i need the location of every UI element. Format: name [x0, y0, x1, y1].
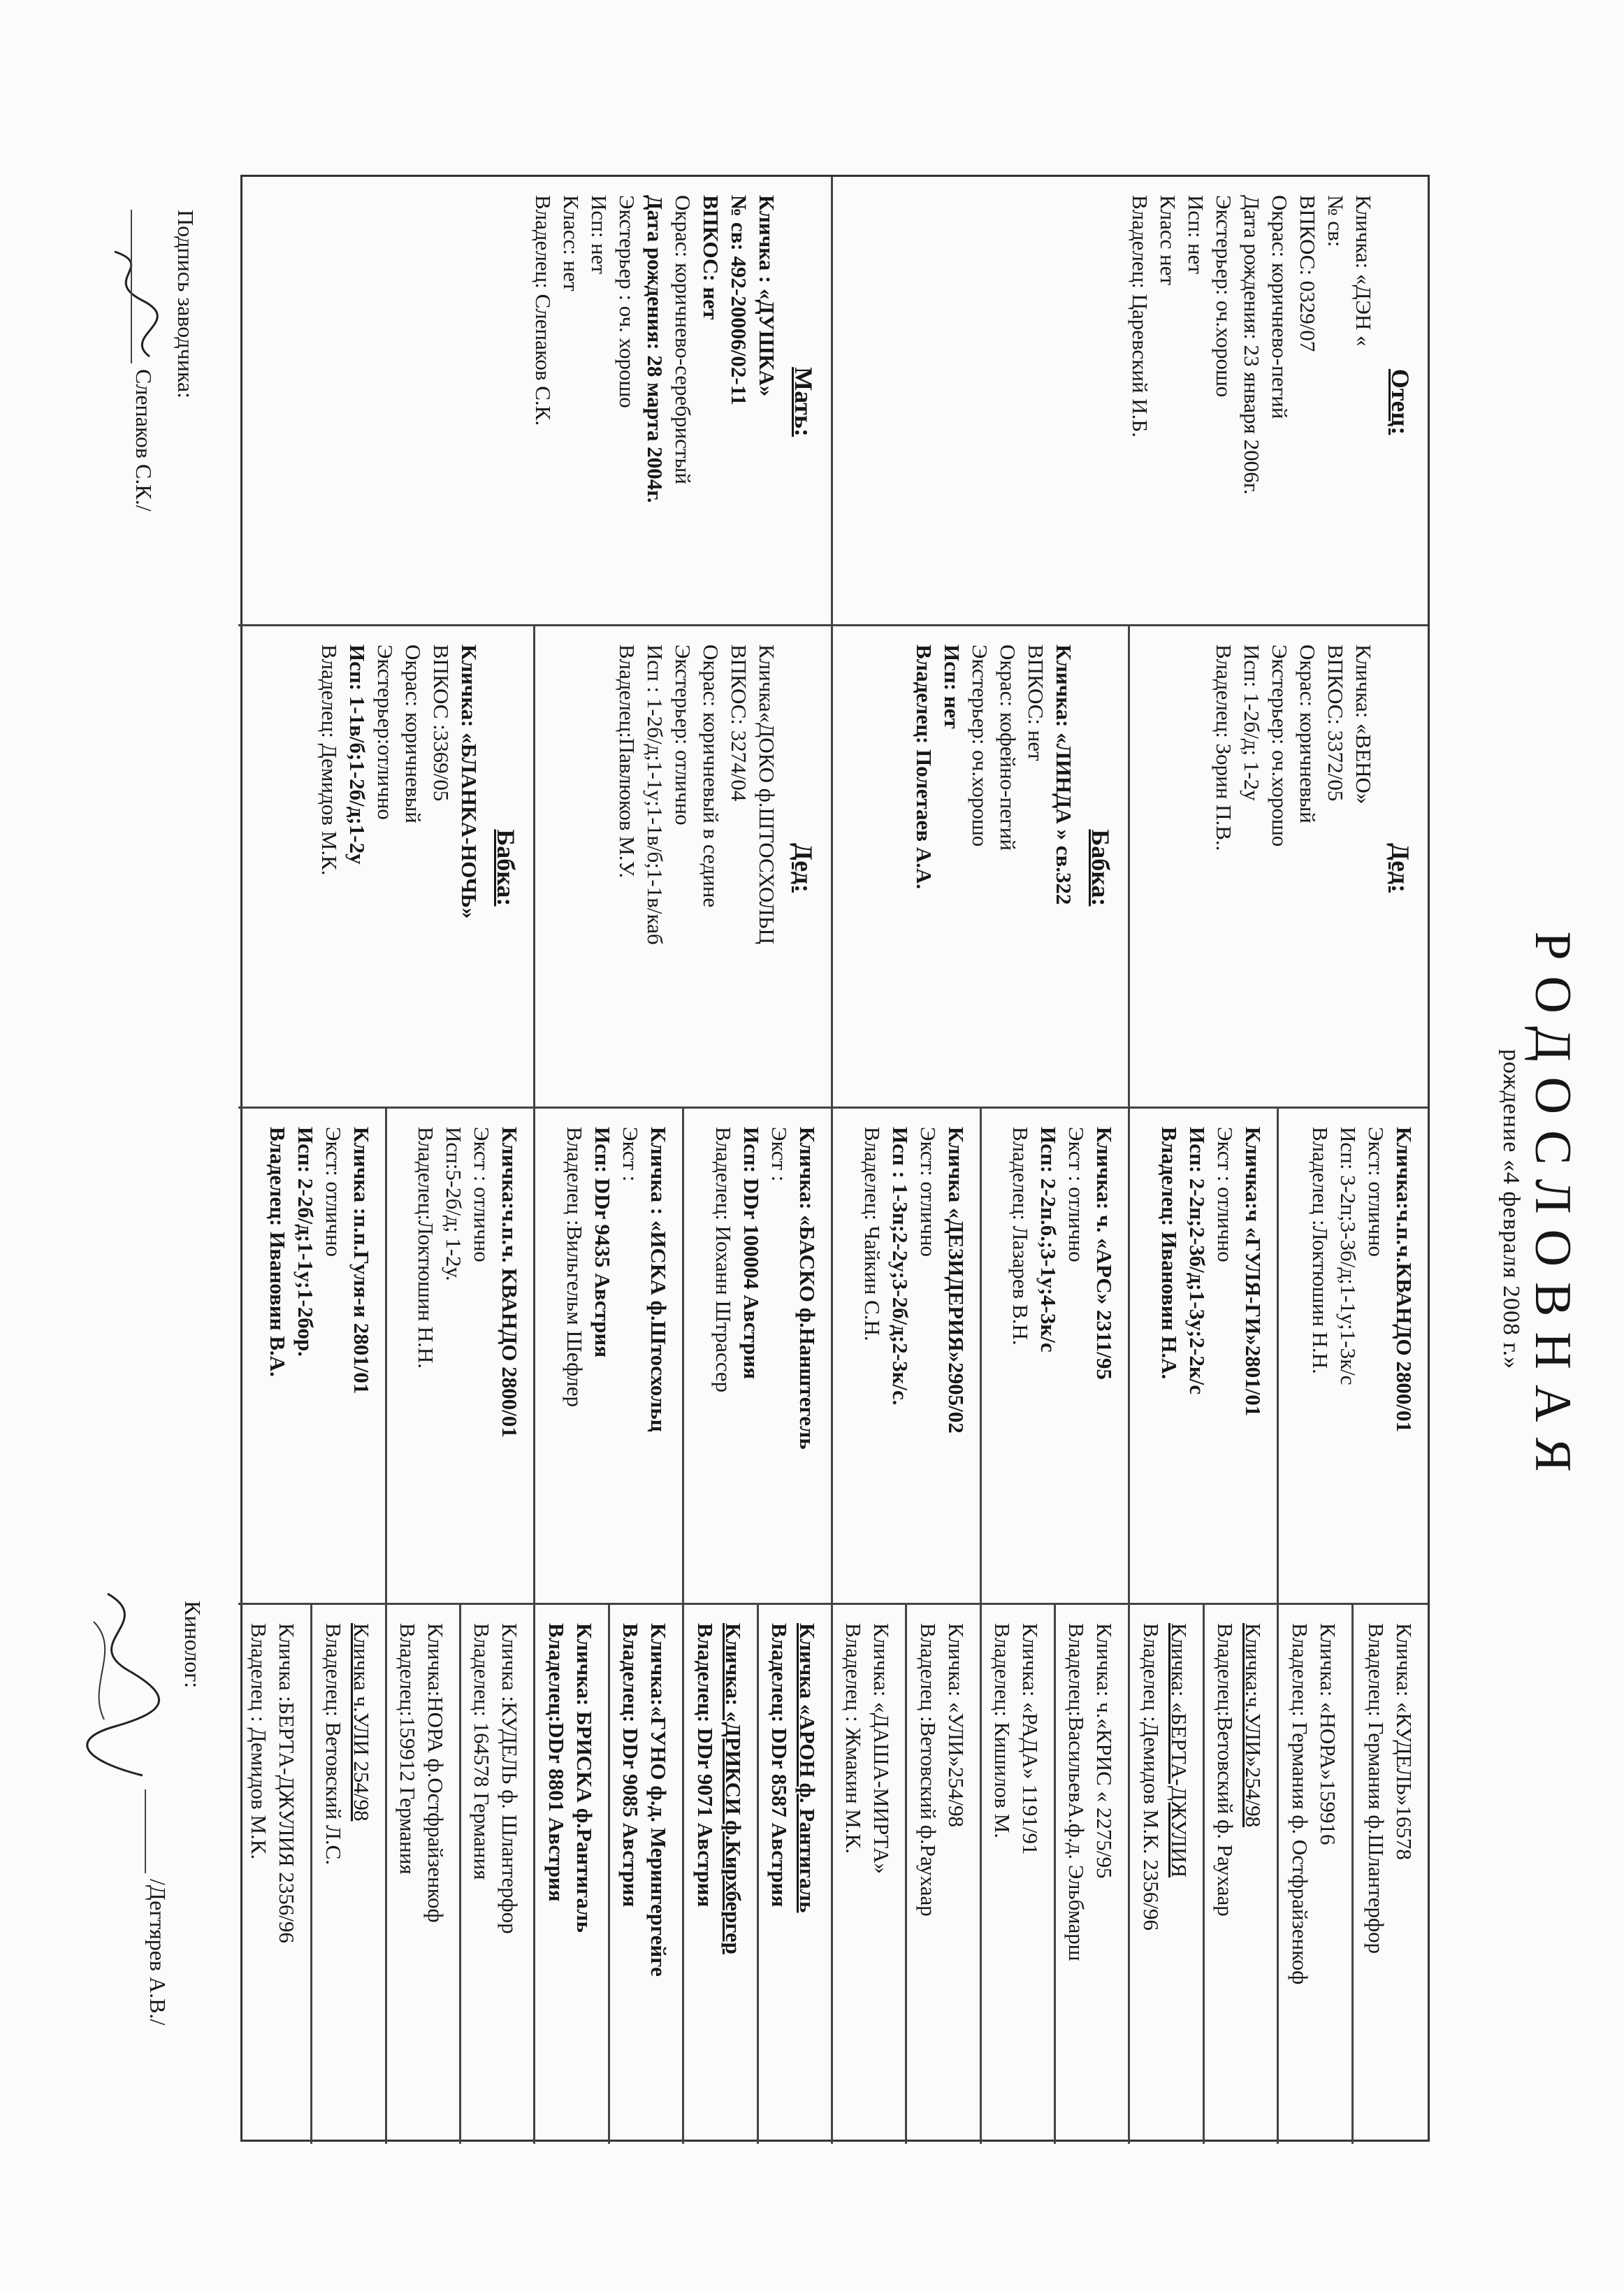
cell-line: ВПКОС: 3372/05	[1324, 644, 1348, 802]
cell-line: Кличка: «БЕРТА-ДЖУЛИЯ	[1166, 1623, 1191, 1878]
grandparent-cell	[536, 624, 834, 1107]
cell-line: Владелец :Локтюшин Н.Н.	[1308, 1127, 1333, 1374]
cell-line: Владелец : Демидов М.К.	[247, 1623, 272, 1860]
cell-line: Владелец: Слепаков С.К.	[531, 195, 556, 426]
great-grandparent-cell	[536, 1107, 685, 1603]
grandparent-cell	[238, 624, 536, 1107]
cell-line: Экст :	[618, 1127, 644, 1182]
breeder-signature-line	[173, 210, 198, 398]
cell-line: Кличка: «ЛИНДА » св.322	[1052, 644, 1077, 905]
cell-line: Кличка: «ВЕНО»	[1351, 644, 1376, 805]
cell-line: Экстерьер: оч.хорошо	[968, 644, 993, 847]
cell-line: Окрас: кофейно-пегий	[996, 644, 1021, 851]
cell-line: Кличка: ч. «АРС» 2311/95	[1092, 1127, 1117, 1380]
cell-line: Кличка:ч «ГУЛЯ-ГИ»2801/01	[1241, 1127, 1266, 1417]
cell-line: Владелец:Ветовский ф. Раухаар	[1213, 1623, 1238, 1917]
cell-line: Владелец: DDr 9071 Австрия	[693, 1623, 718, 1908]
cell-line: Окрас: коричневый	[1296, 644, 1320, 823]
cell-line: Кличка: ч.«КРИС « 2275/95	[1092, 1623, 1117, 1879]
great-great-grandparent-cell	[536, 1603, 610, 2144]
cell-line: Владелец: Зорин П.В..	[1212, 644, 1236, 851]
cell-line: Исп: нет	[1184, 195, 1208, 274]
great-great-grandparent-cell	[1279, 1603, 1353, 2144]
cell-line: Экст :	[767, 1127, 792, 1182]
pedigree-table	[240, 175, 1430, 2142]
cell-line: Класс: нет	[559, 195, 583, 291]
cell-line: Владелец :Вильгельм Шефлер	[563, 1127, 588, 1407]
cell-heading: Мать:	[790, 367, 818, 437]
cell-line: Экст: отлично	[1364, 1127, 1389, 1257]
cell-line: Кличка :п.п.Гуля-и 2801/01	[349, 1127, 374, 1394]
cell-line: Владелец: Демидов М.К.	[317, 644, 342, 876]
cell-line: ВПКОС: 0329/07	[1296, 195, 1320, 352]
cell-line: Окрас: коричнево-серебристый	[671, 195, 695, 484]
cell-line: Исп: 1-1в/б;1-2б/д;1-2у	[345, 644, 370, 865]
great-grandparent-cell	[833, 1107, 982, 1603]
great-great-grandparent-cell	[461, 1603, 535, 2144]
cell-line: Кличка«ДОКО ф.ШТОСХОЛЬЦ	[755, 644, 779, 944]
great-great-grandparent-cell	[610, 1603, 684, 2144]
cell-heading: Дед:	[1386, 843, 1414, 893]
cell-line: № св: 492-20006/02-11	[727, 195, 751, 406]
cell-line: Исп: 1-2б/д; 1-2у	[1240, 644, 1264, 801]
cell-line: Кличка :КУДЕЛЬ ф. Шлантерфор	[498, 1623, 523, 1934]
grandparent-cell	[1131, 624, 1428, 1107]
cell-line: Экст: отлично	[321, 1127, 346, 1257]
cell-line: Кличка: «ДЭН «	[1351, 195, 1376, 347]
cell-line: Владелец: DDr 8587 Австрия	[767, 1623, 792, 1908]
cell-line: Исп: 2-2п;2-3б/д;1-3у;2-2к/с	[1185, 1127, 1210, 1395]
father-cell	[833, 177, 1428, 624]
great-grandparent-cell	[1131, 1107, 1279, 1603]
cell-line: Исп: 3-2п;3-3б/д;1-1у;1-3к/с	[1336, 1127, 1361, 1385]
title-block	[1498, 895, 1582, 1524]
cell-line: Кличка:ч.п.ч.КВАНДО 2800/01	[1392, 1127, 1416, 1433]
cell-line: Владелец: DDr 9085 Австрия	[618, 1623, 644, 1908]
breeder-signature-blank	[131, 210, 153, 363]
cell-line: Владелец: Царевский И.Б.	[1128, 195, 1152, 438]
kinolog-name: /Дегтярев А.В./	[145, 1879, 171, 2026]
cell-line: Кличка: «БАСКО ф.Нанштегель	[795, 1127, 820, 1450]
cell-line: Экст : отлично	[1213, 1127, 1238, 1262]
grandparent-cell	[833, 624, 1131, 1107]
cell-line: Исп : 1-3п;2-2у;3-2б/д;2-3к/с.	[887, 1127, 913, 1406]
great-great-grandparent-cell	[833, 1603, 907, 2144]
cell-line: Кличка: БРИСКА ф.Рантигаль	[572, 1623, 597, 1933]
cell-line: Исп:5-2б/д; 1-2у.	[442, 1127, 467, 1281]
cell-line: Экст: отлично	[915, 1127, 941, 1257]
cell-line: № св:	[1324, 195, 1348, 247]
great-great-grandparent-cell	[1056, 1603, 1130, 2144]
cell-line: Исп: 2-2б/д;1-1у;1-2бор.	[293, 1127, 318, 1357]
cell-line: Кличка:ч.УЛИ»254/98	[1241, 1623, 1266, 1828]
cell-line: Кличка :БЕРТА-ДЖУЛИЯ 2356/96	[275, 1623, 300, 1943]
cell-line: Кличка ч.УЛИ 254/98	[349, 1623, 374, 1822]
cell-line: Кличка «ДЕЗИДЕРИЯ»2905/02	[943, 1127, 969, 1434]
cell-line: Владелец: 164578 Германия	[470, 1623, 495, 1880]
cell-line: Исп: 2-2п.б.;3-1у;4-3к/с	[1036, 1127, 1061, 1353]
great-great-grandparent-cell	[312, 1603, 386, 2144]
cell-heading: Бабка:	[1087, 829, 1115, 907]
cell-line: Экстерьер : оч. хорошо	[615, 195, 639, 408]
cell-line: Владелец: Кишилов М.	[990, 1623, 1015, 1839]
kinolog-name-line	[145, 1789, 171, 2025]
cell-line: Окрас: коричнево-пегий	[1268, 195, 1292, 419]
cell-line: Экстерьер: отлично	[671, 644, 695, 826]
cell-line: Исп: DDr 100004 Австрия	[739, 1127, 764, 1380]
cell-line: Экстерьер:отлично	[373, 644, 398, 820]
breeder-name: Слепаков С.К./	[131, 369, 157, 512]
cell-heading: Дед:	[790, 843, 818, 893]
cell-line: Владелец: Германия ф.Шлантерфор	[1364, 1623, 1389, 1954]
cell-line: Владелец:ВасильевА.ф.д. Эльбмарш	[1064, 1623, 1089, 1961]
cell-line: Класс нет	[1156, 195, 1180, 286]
great-grandparent-cell	[982, 1107, 1131, 1603]
great-great-grandparent-cell	[684, 1603, 758, 2144]
cell-line: ВПКОС: нет	[699, 195, 723, 320]
breeder-signature-scribble-icon	[87, 238, 171, 377]
cell-line: ВПКОС: 3274/04	[727, 644, 751, 802]
cell-line: Владелец : Жмакин М.К.	[841, 1623, 867, 1854]
cell-line: Окрас: коричневый в седине	[699, 644, 723, 908]
cell-line: Экстерьер: оч.хорошо	[1212, 195, 1236, 398]
cell-line: Владелец: Германия ф. Остфрайзенкоф	[1287, 1623, 1312, 1985]
cell-line: Кличка:ч.п.ч. КВАНДО 2800/01	[498, 1127, 523, 1438]
kinolog-signature-blank	[145, 1789, 167, 1873]
cell-line: Владелец: Полетаев А.А.	[912, 644, 937, 890]
cell-line: Экст : отлично	[470, 1127, 495, 1262]
cell-line: Кличка: «ДАША-МИРТА»	[869, 1623, 894, 1874]
birth-date-subtitle: рождение «4 февраля 2008 г.»	[1498, 1048, 1524, 1370]
great-great-grandparent-cell	[1131, 1603, 1205, 2144]
cell-line: Кличка: «НОРА»159916	[1315, 1623, 1340, 1845]
cell-line: Кличка:НОРА ф.Остфрайзенкоф	[423, 1623, 449, 1923]
great-grandparent-cell	[684, 1107, 833, 1603]
cell-line: Кличка: «ДРИКСИ ф.Кирхбергер	[720, 1623, 746, 1954]
great-great-grandparent-cell	[759, 1603, 833, 2144]
cell-line: Владелец: Иоханн Штрассер	[711, 1127, 736, 1393]
cell-line: Владелец:Локтюшин Н.Н.	[414, 1127, 439, 1369]
cell-line: Владелец :Демидов М.К. 2356/96	[1138, 1623, 1163, 1931]
cell-heading: Бабка:	[492, 829, 521, 907]
cell-line: Исп: нет	[940, 644, 965, 729]
kinolog-signature-label: Кинолог:	[180, 1601, 205, 1689]
great-great-grandparent-cell	[982, 1603, 1056, 2144]
cell-line: Владелец:Павлюков М.У.	[615, 644, 639, 879]
cell-line: Кличка:«ГУНО ф.д. Мерингергейге	[646, 1623, 672, 1977]
cell-line: Владелец:DDr 8801 Австрия	[544, 1623, 569, 1902]
breeder-signature-label: Подпись заводчика:	[173, 210, 198, 398]
cell-line: Кличка: «БЛАНКА-НОЧЬ»	[457, 644, 482, 919]
great-great-grandparent-cell	[238, 1603, 312, 2144]
cell-line: Кличка: «УЛИ»254/98	[943, 1623, 969, 1828]
cell-line: Окрас: коричневый	[401, 644, 426, 823]
great-great-grandparent-cell	[907, 1603, 981, 2144]
cell-line: Исп: нет	[587, 195, 611, 274]
cell-line: Владелец: Чайкин С.Н.	[860, 1127, 885, 1341]
great-grandparent-cell	[1279, 1107, 1428, 1603]
document-title: РОДОСЛОВНАЯ	[1524, 931, 1581, 1487]
cell-line: Владелец: Ивановин Н.А.	[1157, 1127, 1182, 1380]
mother-cell	[238, 177, 833, 624]
cell-line: Кличка : «ДУШКА»	[755, 195, 779, 397]
great-great-grandparent-cell	[1354, 1603, 1428, 2144]
cell-line: Владелец: Ивановин В.А.	[265, 1127, 290, 1377]
cell-line: Владелец: Лазарев В.Н.	[1008, 1127, 1034, 1346]
cell-line: Экст : отлично	[1064, 1127, 1089, 1262]
cell-line: Владелец: Ветовский Л.С.	[321, 1623, 346, 1866]
cell-line: Дата рождения: 28 марта 2004г.	[643, 195, 667, 503]
cell-line: Кличка: «РАДА» 1191/91	[1018, 1623, 1043, 1855]
cell-line: Исп: DDr 9435 Австрия	[590, 1127, 616, 1358]
cell-line: Кличка: «КУДЕЛЬ»16578	[1392, 1623, 1416, 1860]
great-great-grandparent-cell	[1205, 1603, 1279, 2144]
cell-line: ВПКОС: нет	[1024, 644, 1049, 761]
cell-heading: Отец:	[1386, 368, 1414, 435]
cell-line: Исп : 1-2б/д;1-1у;1-1в/б;1-1в/каб	[643, 644, 667, 945]
great-great-grandparent-cell	[387, 1603, 461, 2144]
cell-line: Дата рождения: 23 января 2006г.	[1240, 195, 1264, 495]
cell-line: Владелец:159912 Германия	[396, 1623, 421, 1875]
cell-line: ВПКОС :3369/05	[429, 644, 454, 802]
cell-line: Кличка «АРОН ф. Рантигаль	[795, 1623, 820, 1913]
kinolog-signature-scribble-icon	[66, 1580, 171, 1789]
great-grandparent-cell	[238, 1107, 387, 1603]
cell-line: Кличка : «ИСКА ф.Штосхольц	[646, 1127, 672, 1432]
cell-line: Владелец :Ветовский ф.Раухаар	[915, 1623, 941, 1917]
breeder-name-line	[131, 210, 157, 511]
cell-line: Экстерьер: оч.хорошо	[1268, 644, 1292, 847]
great-grandparent-cell	[387, 1107, 536, 1603]
